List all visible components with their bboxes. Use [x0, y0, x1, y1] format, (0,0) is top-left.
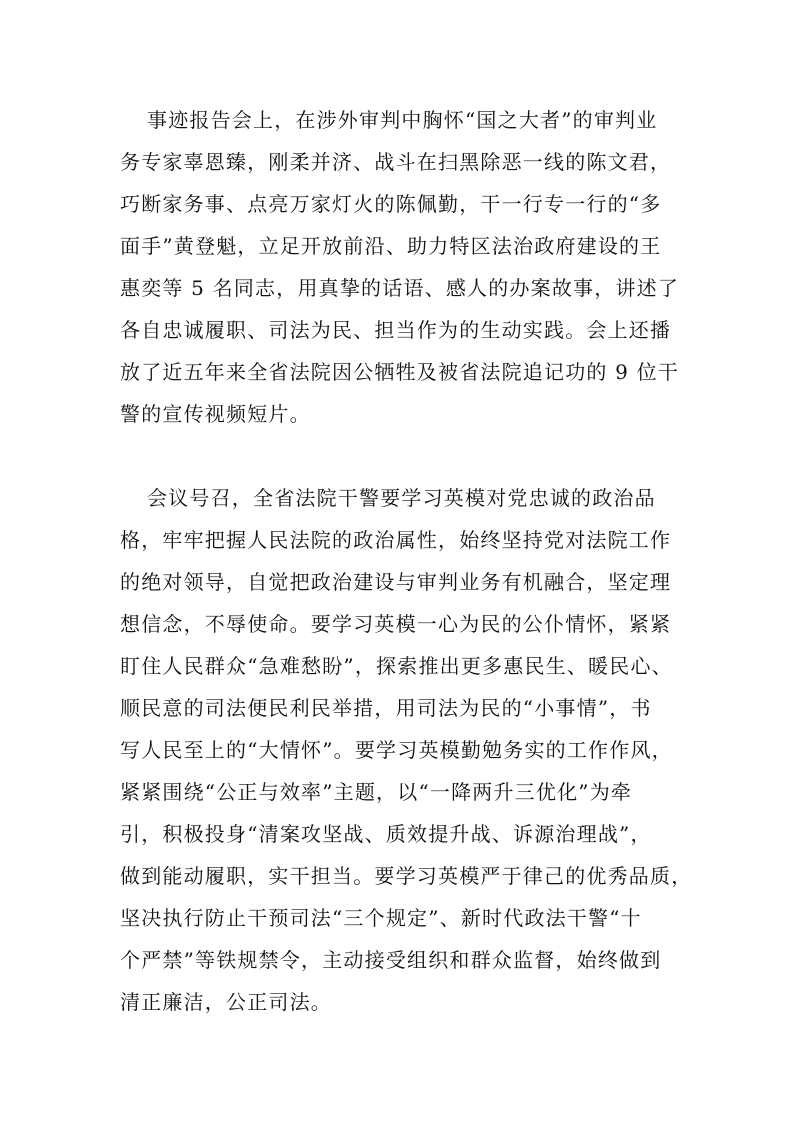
paragraph-line: 做到能动履职，实干担当。要学习英模严于律己的优秀品质， [120, 864, 693, 888]
paragraph-line: 坚决执行防止干预司法“三个规定”、新时代政法干警“十 [120, 906, 642, 930]
paragraph-line: 事迹报告会上，在涉外审判中胸怀“国之大者”的审判业 [147, 108, 658, 132]
paragraph-line: 各自忠诚履职、司法为民、担当作为的生动实践。会上还播 [120, 318, 672, 342]
paragraph-line: 的绝对领导，自觉把政治建设与审判业务有机融合，坚定理 [120, 570, 672, 594]
paragraph-line: 紧紧围绕“公正与效率”主题，以“一降两升三优化”为牵 [120, 780, 633, 804]
paragraph-line: 想信念，不辱使命。要学习英模一心为民的公仆情怀，紧紧 [120, 612, 672, 636]
paragraph-line: 惠奕等 5 名同志，用真挚的话语、感人的办案故事，讲述了 [120, 276, 680, 300]
paragraph-line: 格，牢牢把握人民法院的政治属性，始终坚持党对法院工作 [120, 528, 672, 552]
paragraph-line: 警的宣传视频短片。 [120, 402, 311, 426]
paragraph-line: 放了近五年来全省法院因公牺牲及被省法院追记功的 9 位干 [120, 360, 680, 384]
paragraph-line: 盯住人民群众“急难愁盼”，探索推出更多惠民生、暖民心、 [120, 654, 673, 678]
paragraph-line: 会议号召，全省法院干警要学习英模对党忠诚的政治品 [147, 486, 656, 510]
paragraph-line: 务专家辜恩臻，刚柔并济、战斗在扫黑除恶一线的陈文君， [120, 150, 672, 174]
paragraph-line: 引，积极投身“清案攻坚战、质效提升战、诉源治理战”， [120, 822, 652, 846]
paragraph-line: 面手”黄登魁，立足开放前沿、助力特区法治政府建设的王 [120, 234, 662, 258]
paragraph-line: 巧断家务事、点亮万家灯火的陈佩勤，干一行专一行的“多 [120, 192, 662, 216]
paragraph-line: 写人民至上的“大情怀”。要学习英模勤勉务实的工作作风， [120, 738, 673, 762]
paragraph-line: 清正廉洁，公正司法。 [120, 990, 332, 1014]
paragraph-line: 顺民意的司法便民利民举措，用司法为民的“小事情”，书 [120, 696, 652, 720]
paragraph-line: 个严禁”等铁规禁令，主动接受组织和群众监督，始终做到 [120, 948, 662, 972]
